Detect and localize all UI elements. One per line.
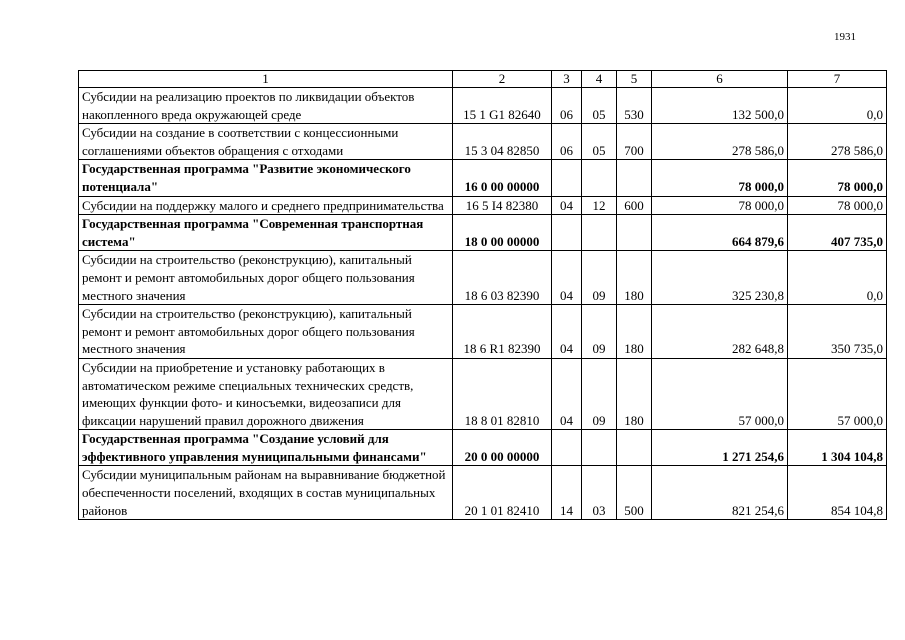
row-amount-col6-cell: 132 500,0	[652, 88, 788, 124]
row-section-cell	[552, 160, 582, 196]
row-expense-type-cell	[617, 430, 652, 466]
row-amount-col7-cell: 278 586,0	[788, 124, 887, 160]
row-name-cell: Субсидии на поддержку малого и среднего предпринимательства	[79, 196, 453, 215]
row-name-cell: Государственная программа "Современная транспортная система"	[79, 215, 453, 251]
row-amount-col6-cell: 325 230,8	[652, 251, 788, 305]
table-row	[79, 430, 887, 466]
column-header: 3	[552, 71, 582, 88]
row-amount-col6-cell: 78 000,0	[652, 196, 788, 215]
row-subsection-cell: 05	[582, 88, 617, 124]
table-row	[79, 215, 887, 251]
column-header: 5	[617, 71, 652, 88]
table-row	[79, 358, 887, 429]
row-section-cell: 06	[552, 124, 582, 160]
row-amount-col6-cell: 57 000,0	[652, 358, 788, 429]
row-subsection-cell: 09	[582, 358, 617, 429]
row-amount-col7-cell: 0,0	[788, 251, 887, 305]
row-section-cell: 04	[552, 358, 582, 429]
row-code-cell: 18 8 01 82810	[453, 358, 552, 429]
row-code-cell: 16 5 I4 82380	[453, 196, 552, 215]
row-section-cell: 04	[552, 251, 582, 305]
column-header: 6	[652, 71, 788, 88]
column-header-row	[79, 71, 887, 88]
row-name-cell: Субсидии на создание в соответствии с концессионными соглашениями объектов обращения с отходами	[79, 124, 453, 160]
page-number: 1931	[834, 31, 856, 43]
row-amount-col7-cell: 854 104,8	[788, 466, 887, 520]
row-subsection-cell	[582, 430, 617, 466]
row-code-cell: 16 0 00 00000	[453, 160, 552, 196]
row-amount-col7-cell: 1 304 104,8	[788, 430, 887, 466]
table-row	[79, 305, 887, 359]
row-section-cell	[552, 430, 582, 466]
row-name-cell: Государственная программа "Развитие экономического потенциала"	[79, 160, 453, 196]
table-row	[79, 251, 887, 305]
row-amount-col7-cell: 350 735,0	[788, 305, 887, 359]
column-header: 7	[788, 71, 887, 88]
row-amount-col7-cell: 57 000,0	[788, 358, 887, 429]
row-section-cell: 04	[552, 196, 582, 215]
row-expense-type-cell	[617, 215, 652, 251]
row-amount-col7-cell: 407 735,0	[788, 215, 887, 251]
row-expense-type-cell: 180	[617, 305, 652, 359]
row-amount-col7-cell: 78 000,0	[788, 196, 887, 215]
row-amount-col6-cell: 821 254,6	[652, 466, 788, 520]
row-amount-col6-cell: 282 648,8	[652, 305, 788, 359]
row-amount-col7-cell: 78 000,0	[788, 160, 887, 196]
row-name-cell: Государственная программа "Создание условий для эффективного управления муниципальными финансами"	[79, 430, 453, 466]
row-code-cell: 18 0 00 00000	[453, 215, 552, 251]
table-row	[79, 196, 887, 215]
row-name-cell: Субсидии муниципальным районам на выравнивание бюджетной обеспеченности поселений, входящих в состав муниципальных районов	[79, 466, 453, 520]
row-subsection-cell: 09	[582, 305, 617, 359]
table-row	[79, 124, 887, 160]
row-section-cell	[552, 215, 582, 251]
table-row	[79, 160, 887, 196]
column-header: 4	[582, 71, 617, 88]
row-expense-type-cell: 700	[617, 124, 652, 160]
row-section-cell: 14	[552, 466, 582, 520]
row-subsection-cell: 05	[582, 124, 617, 160]
row-section-cell: 04	[552, 305, 582, 359]
table-row	[79, 88, 887, 124]
row-expense-type-cell: 180	[617, 251, 652, 305]
row-name-cell: Субсидии на строительство (реконструкцию), капитальный ремонт и ремонт автомобильных дорог общего пользования местного значения	[79, 251, 453, 305]
row-code-cell: 20 0 00 00000	[453, 430, 552, 466]
row-code-cell: 20 1 01 82410	[453, 466, 552, 520]
row-amount-col6-cell: 78 000,0	[652, 160, 788, 196]
row-expense-type-cell: 530	[617, 88, 652, 124]
row-code-cell: 15 1 G1 82640	[453, 88, 552, 124]
row-subsection-cell	[582, 215, 617, 251]
row-code-cell: 18 6 03 82390	[453, 251, 552, 305]
row-expense-type-cell: 500	[617, 466, 652, 520]
row-amount-col6-cell: 278 586,0	[652, 124, 788, 160]
row-subsection-cell	[582, 160, 617, 196]
column-header: 1	[79, 71, 453, 88]
table-row	[79, 466, 887, 520]
column-header: 2	[453, 71, 552, 88]
row-section-cell: 06	[552, 88, 582, 124]
budget-table	[78, 70, 887, 520]
row-subsection-cell: 12	[582, 196, 617, 215]
table-body	[79, 88, 887, 520]
row-expense-type-cell: 600	[617, 196, 652, 215]
row-amount-col6-cell: 1 271 254,6	[652, 430, 788, 466]
row-code-cell: 18 6 R1 82390	[453, 305, 552, 359]
row-code-cell: 15 3 04 82850	[453, 124, 552, 160]
row-amount-col7-cell: 0,0	[788, 88, 887, 124]
row-expense-type-cell: 180	[617, 358, 652, 429]
row-name-cell: Субсидии на приобретение и установку работающих в автоматическом режиме специальных технических средств, имеющих функции фото- и киносъемки, видеозаписи для фиксации нарушений правил дорожного движения	[79, 358, 453, 429]
row-amount-col6-cell: 664 879,6	[652, 215, 788, 251]
row-subsection-cell: 03	[582, 466, 617, 520]
row-expense-type-cell	[617, 160, 652, 196]
row-name-cell: Субсидии на реализацию проектов по ликвидации объектов накопленного вреда окружающей среде	[79, 88, 453, 124]
row-subsection-cell: 09	[582, 251, 617, 305]
row-name-cell: Субсидии на строительство (реконструкцию), капитальный ремонт и ремонт автомобильных дорог общего пользования местного значения	[79, 305, 453, 359]
